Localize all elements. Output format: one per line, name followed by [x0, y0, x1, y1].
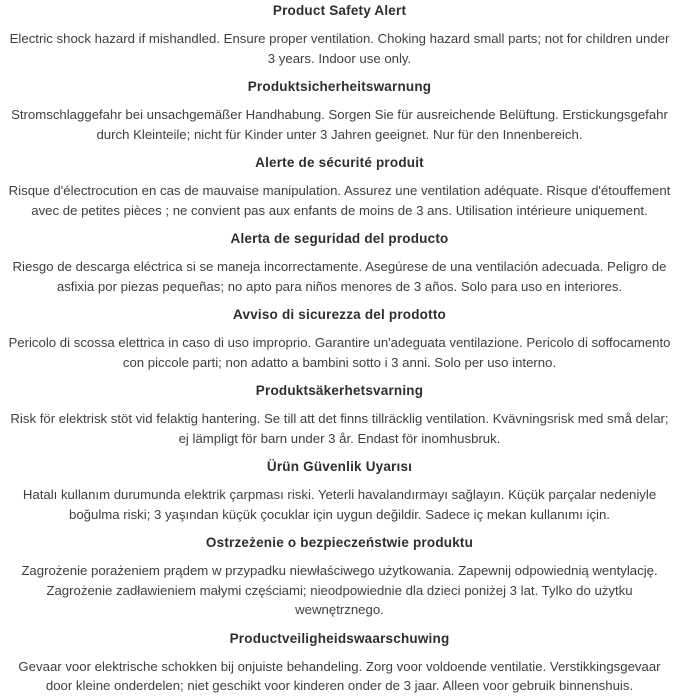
section-body-polish: Zagrożenie porażeniem prądem w przypadku niewłaściwego użytkowania. Zapewnij odpowiednią wentylację. Zagrożenie zadławieniem małymi częściami; nieodpowiednie dla dzieci poniżej 3 lat. Tylko do użytku wewnętrznego. [21, 563, 658, 617]
section-body-turkish: Hatalı kullanım durumunda elektrik çarpması riski. Yeterli havalandırmayı sağlayın. Küçük parçalar nedeniyle boğulma riski; 3 yaşından küçük çocuklar için uygun değildir. Sadece iç mekan kullanımı için. [22, 487, 657, 522]
section-heading-french: Alerte de sécurité produit [255, 155, 424, 170]
safety-alert-document [0, 2, 679, 696]
section-body-spanish: Riesgo de descarga eléctrica si se maneja incorrectamente. Asegúrese de una ventilación adecuada. Peligro de asfixia por piezas pequeñas; no apto para niños menores de 3 años. Solo para uso en interiores. [12, 259, 667, 294]
section-body-italian: Pericolo di scossa elettrica in caso di uso improprio. Garantire un'adeguata ventilazione. Pericolo di soffocamento con piccole parti; non adatto a bambini sotto i 3 anni. Solo per uso interno. [8, 335, 671, 370]
section-body-swedish: Risk för elektrisk stöt vid felaktig hantering. Se till att det finns tillräcklig ventilation. Kvävningsrisk med små delar; ej lämpligt för barn under 3 år. Endast för inomhusbruk. [10, 411, 669, 446]
section-body-english: Electric shock hazard if mishandled. Ensure proper ventilation. Choking hazard small parts; not for children under 3 years. Indoor use only. [9, 31, 670, 66]
section-heading-english: Product Safety Alert [272, 3, 407, 18]
section-body-dutch: Gevaar voor elektrische schokken bij onjuiste behandeling. Zorg voor voldoende ventilatie. Verstikkingsgevaar door kleine onderdelen; niet geschikt voor kinderen onder de 3 jaar. Alleen voor gebruik binnenshuis. [18, 658, 661, 693]
safety-section-polish [0, 534, 679, 620]
safety-section-dutch [0, 630, 679, 696]
section-heading-italian: Avviso di sicurezza del prodotto [233, 307, 446, 322]
safety-section-english [0, 2, 679, 68]
section-heading-swedish: Produktsäkerhetsvarning [255, 383, 424, 398]
section-body-french: Risque d'électrocution en cas de mauvaise manipulation. Assurez une ventilation adéquate. Risque d'étouffement avec de petites pièces ; ne convient pas aux enfants de moins de 3 ans. Utilisation intérieure uniquement. [8, 183, 671, 218]
safety-section-french [0, 154, 679, 220]
section-heading-spanish: Alerta de seguridad del producto [230, 231, 449, 246]
section-heading-dutch: Productveiligheidswaarschuwing [229, 630, 450, 646]
safety-section-spanish [0, 230, 679, 296]
section-heading-turkish: Ürün Güvenlik Uyarısı [266, 459, 413, 474]
safety-section-german [0, 78, 679, 144]
section-body-german: Stromschlaggefahr bei unsachgemäßer Handhabung. Sorgen Sie für ausreichende Belüftung. Erstickungsgefahr durch Kleinteile; nicht für Kinder unter 3 Jahren geeignet. Nur für den Innenbereich. [11, 107, 668, 142]
safety-section-italian [0, 306, 679, 372]
safety-section-turkish [0, 458, 679, 524]
safety-section-swedish [0, 382, 679, 448]
section-heading-polish: Ostrzeżenie o bezpieczeństwie produktu [205, 535, 474, 550]
section-heading-german: Produktsicherheitswarnung [247, 79, 432, 94]
